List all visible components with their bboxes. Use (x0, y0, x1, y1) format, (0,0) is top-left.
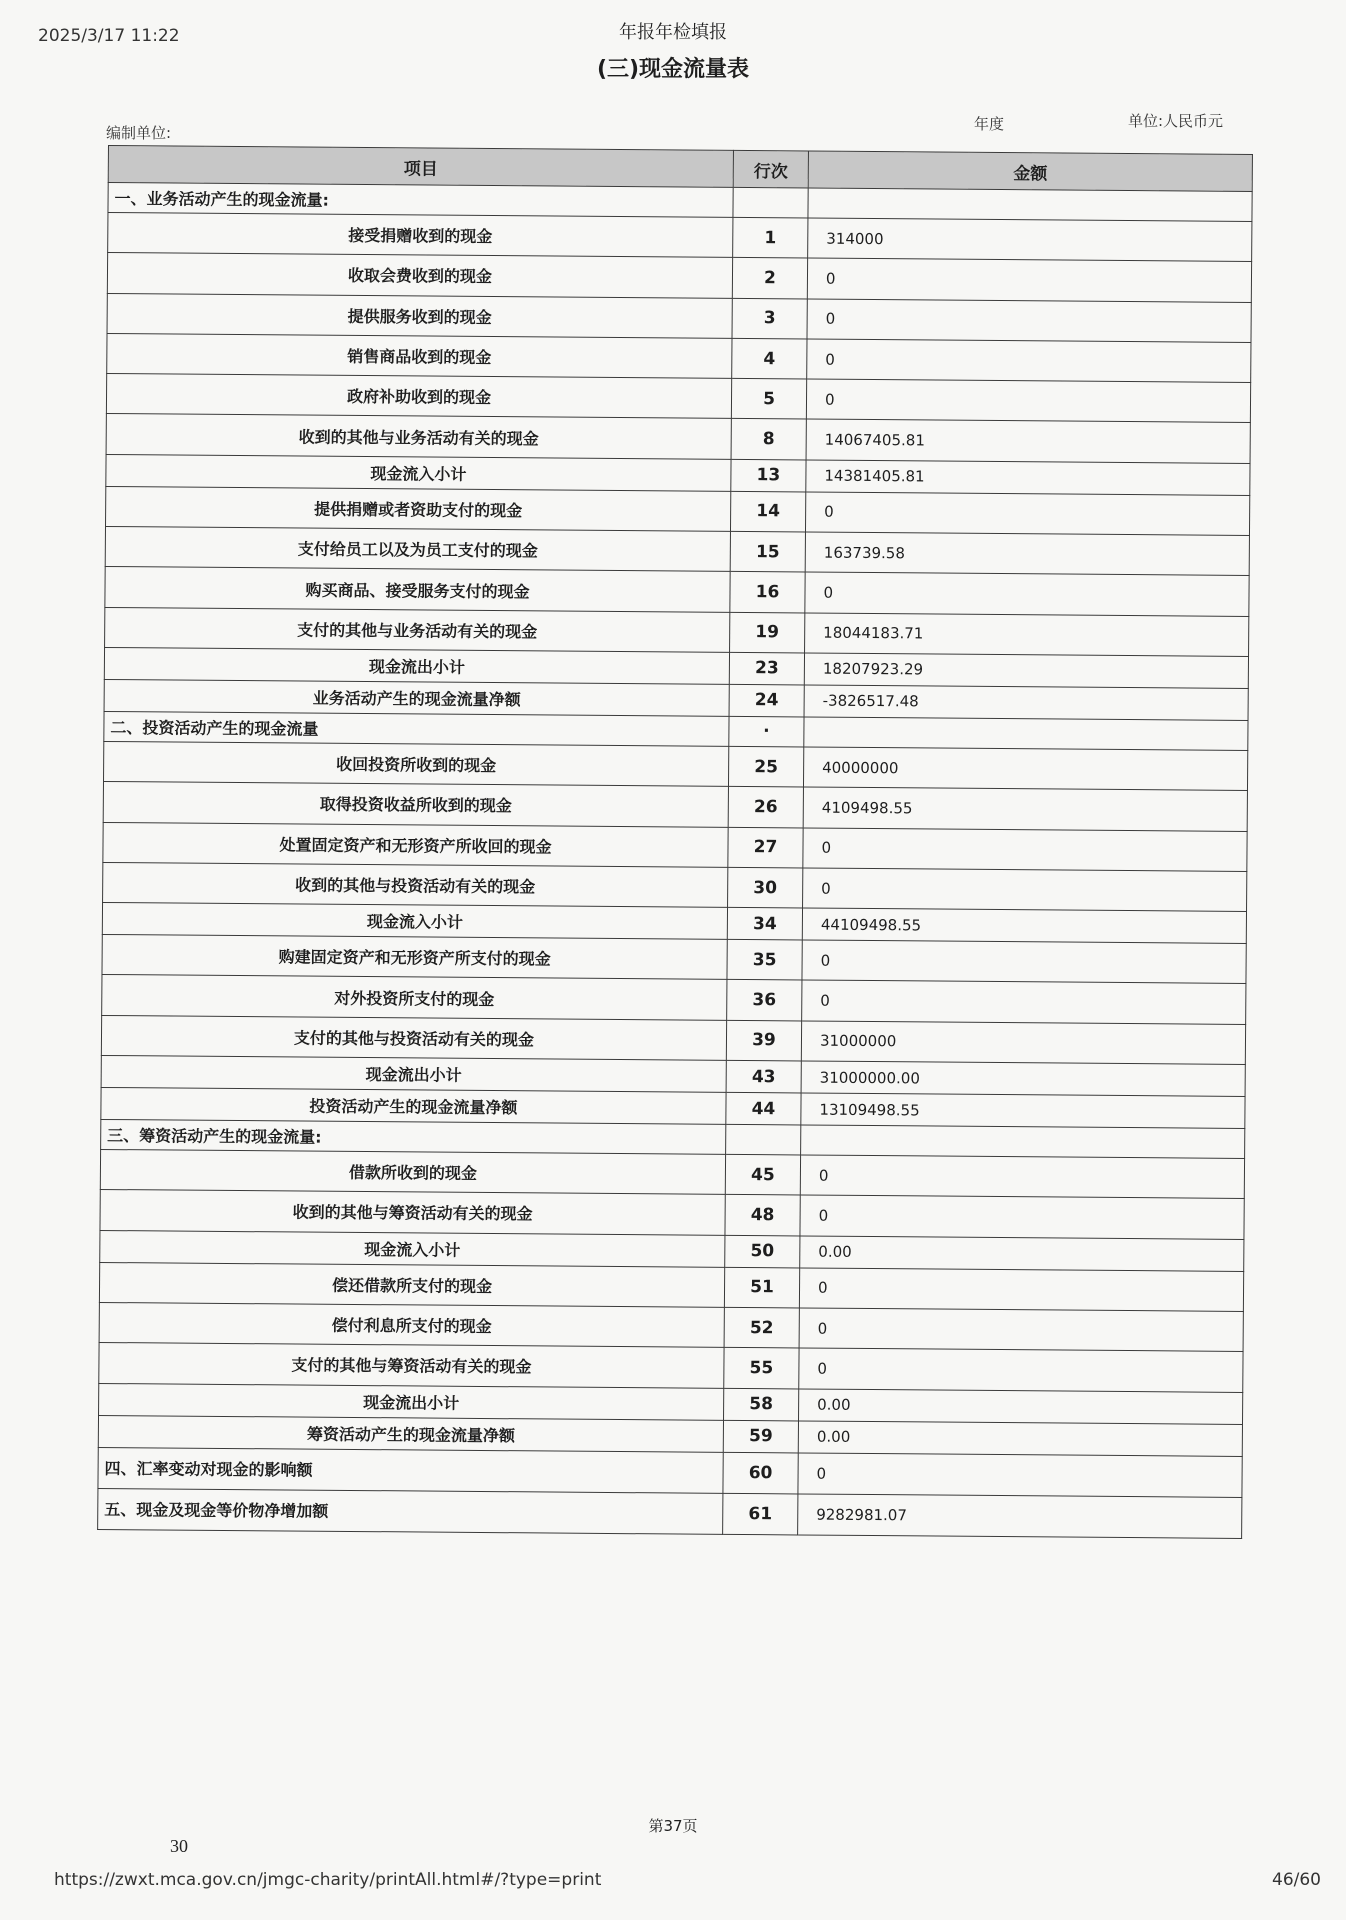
line-number-cell: 4 (732, 338, 807, 379)
item-cell: 二、投资活动产生的现金流量 (104, 711, 729, 746)
line-number-cell: 2 (732, 258, 807, 299)
item-cell: 政府补助收到的现金 (106, 374, 731, 419)
item-cell: 接受捐赠收到的现金 (108, 213, 733, 258)
line-number-cell: 39 (726, 1020, 801, 1061)
header-amount: 金额 (808, 151, 1252, 191)
amount-cell: 0 (802, 980, 1246, 1024)
line-number-cell: 51 (724, 1267, 799, 1308)
item-cell: 借款所收到的现金 (100, 1150, 725, 1195)
item-cell: 一、业务活动产生的现金流量: (108, 183, 733, 218)
item-cell: 收到的其他与投资活动有关的现金 (103, 862, 728, 907)
amount-cell: 0 (799, 1268, 1243, 1312)
line-number-cell: 16 (730, 572, 805, 613)
line-number-cell: 61 (723, 1493, 798, 1535)
line-number-cell: 45 (725, 1154, 800, 1195)
amount-cell: 44109498.55 (802, 908, 1246, 943)
item-cell: 提供捐赠或者资助支付的现金 (106, 486, 731, 531)
amount-cell (804, 717, 1248, 750)
item-cell: 收到的其他与筹资活动有关的现金 (100, 1190, 725, 1235)
cash-flow-table (97, 145, 1253, 1538)
line-number-cell: 58 (724, 1388, 799, 1421)
line-number-cell: 52 (724, 1307, 799, 1348)
amount-cell: 0 (798, 1452, 1242, 1496)
item-cell: 四、汇率变动对现金的影响额 (98, 1447, 723, 1493)
item-cell: 对外投资所支付的现金 (102, 975, 727, 1020)
item-cell: 购建固定资产和无形资产所支付的现金 (102, 935, 727, 980)
item-cell: 现金流出小计 (104, 647, 729, 684)
section-row (98, 1488, 1242, 1538)
amount-cell: 0 (800, 1155, 1244, 1199)
item-cell: 现金流入小计 (102, 903, 727, 940)
line-number-cell: 27 (728, 827, 803, 868)
item-cell: 支付给员工以及为员工支付的现金 (105, 527, 730, 572)
line-number-cell: 8 (731, 419, 806, 460)
line-number-cell: 5 (731, 379, 806, 420)
stamp-number: 30 (170, 1836, 188, 1856)
amount-cell: 18044183.71 (805, 613, 1249, 657)
amount-cell: 0.00 (800, 1236, 1244, 1271)
amount-cell (801, 1125, 1245, 1158)
item-cell: 投资活动产生的现金流量净额 (101, 1088, 726, 1125)
line-number-cell: 50 (725, 1235, 800, 1268)
item-cell: 支付的其他与筹资活动有关的现金 (99, 1343, 724, 1388)
item-cell: 现金流入小计 (100, 1230, 725, 1267)
line-number-cell: 30 (728, 867, 803, 908)
item-cell: 现金流出小计 (101, 1056, 726, 1093)
amount-cell: 0 (802, 940, 1246, 984)
line-number-cell: 23 (729, 652, 804, 685)
amount-cell: 0 (806, 379, 1250, 423)
item-cell: 收回投资所收到的现金 (103, 741, 728, 786)
amount-cell: 40000000 (803, 747, 1247, 791)
line-number-cell (726, 1124, 801, 1155)
item-cell: 五、现金及现金等价物净增加额 (98, 1488, 723, 1534)
item-cell: 现金流入小计 (106, 454, 731, 491)
amount-cell: 31000000.00 (801, 1061, 1245, 1096)
line-number-cell: 44 (726, 1092, 801, 1125)
amount-cell: 0 (807, 299, 1251, 343)
amount-cell: 0.00 (799, 1388, 1243, 1423)
item-cell: 业务活动产生的现金流量净额 (104, 679, 729, 716)
header-title: 年报年检填报 (619, 22, 727, 43)
line-number-cell: 19 (730, 612, 805, 653)
item-cell: 偿付利息所支付的现金 (99, 1302, 724, 1347)
amount-cell: 0 (799, 1308, 1243, 1352)
amount-cell: 13109498.55 (801, 1093, 1245, 1128)
amount-cell: 0 (807, 258, 1251, 302)
amount-cell (808, 188, 1252, 221)
amount-cell: 14381405.81 (806, 460, 1250, 495)
table-body (98, 183, 1253, 1538)
page-count: 46/60 (1272, 1870, 1321, 1890)
line-number-cell: 35 (727, 940, 802, 981)
line-number-cell: 60 (723, 1452, 798, 1494)
amount-cell: -3826517.48 (804, 685, 1248, 720)
item-cell: 取得投资收益所收到的现金 (103, 782, 728, 827)
print-date: 2025/3/17 11:22 (38, 26, 180, 46)
item-cell: 支付的其他与投资活动有关的现金 (101, 1015, 726, 1060)
item-cell: 偿还借款所支付的现金 (99, 1262, 724, 1307)
item-cell: 处置固定资产和无形资产所收回的现金 (103, 822, 728, 867)
amount-cell: 9282981.07 (798, 1493, 1242, 1537)
line-number-cell: 34 (727, 908, 802, 941)
year-label: 年度 (974, 115, 1005, 133)
item-cell: 销售商品收到的现金 (107, 333, 732, 378)
line-number-cell: 15 (730, 531, 805, 572)
item-cell: 购买商品、接受服务支付的现金 (105, 567, 730, 612)
item-cell: 收取会费收到的现金 (107, 253, 732, 298)
line-number-cell: 48 (725, 1195, 800, 1236)
amount-cell: 18207923.29 (804, 653, 1248, 688)
amount-cell: 0 (803, 828, 1247, 872)
line-number-cell: 3 (732, 298, 807, 339)
org-label: 编制单位: (106, 124, 172, 142)
line-number-cell: 55 (724, 1348, 799, 1389)
amount-cell: 0.00 (798, 1420, 1242, 1455)
item-cell: 现金流出小计 (99, 1383, 724, 1420)
item-cell: 支付的其他与业务活动有关的现金 (105, 607, 730, 652)
amount-cell: 0 (803, 868, 1247, 912)
amount-cell: 0 (800, 1195, 1244, 1239)
item-cell: 筹资活动产生的现金流量净额 (98, 1415, 723, 1452)
page-number: 第37页 (648, 1817, 698, 1835)
line-number-cell: 43 (726, 1060, 801, 1093)
header-line-no: 行次 (733, 150, 808, 188)
amount-cell: 14067405.81 (806, 419, 1250, 463)
line-number-cell: · (729, 716, 804, 747)
line-number-cell: 26 (728, 787, 803, 828)
item-cell: 收到的其他与业务活动有关的现金 (106, 414, 731, 459)
line-number-cell: 1 (733, 217, 808, 258)
line-number-cell: 24 (729, 684, 804, 717)
line-number-cell: 14 (730, 491, 805, 532)
report-title: (三)现金流量表 (596, 57, 750, 82)
item-cell: 三、筹资活动产生的现金流量: (101, 1120, 726, 1155)
line-number-cell: 13 (731, 459, 806, 492)
line-number-cell (733, 187, 808, 218)
amount-cell: 163739.58 (805, 532, 1249, 576)
url-footer: https://zwxt.mca.gov.cn/jmgc-charity/printAll.html#/?type=print (54, 1870, 602, 1890)
line-number-cell: 25 (728, 746, 803, 787)
amount-cell: 0 (805, 572, 1249, 616)
item-cell: 提供服务收到的现金 (107, 293, 732, 338)
unit-label: 单位:人民币元 (1128, 112, 1224, 130)
header-item: 项目 (108, 146, 733, 188)
amount-cell: 4109498.55 (803, 787, 1247, 831)
line-number-cell: 59 (723, 1420, 798, 1453)
amount-cell: 0 (805, 492, 1249, 536)
amount-cell: 0 (807, 339, 1251, 383)
amount-cell: 314000 (808, 218, 1252, 262)
amount-cell: 0 (799, 1348, 1243, 1392)
amount-cell: 31000000 (801, 1021, 1245, 1065)
line-number-cell: 36 (727, 980, 802, 1021)
